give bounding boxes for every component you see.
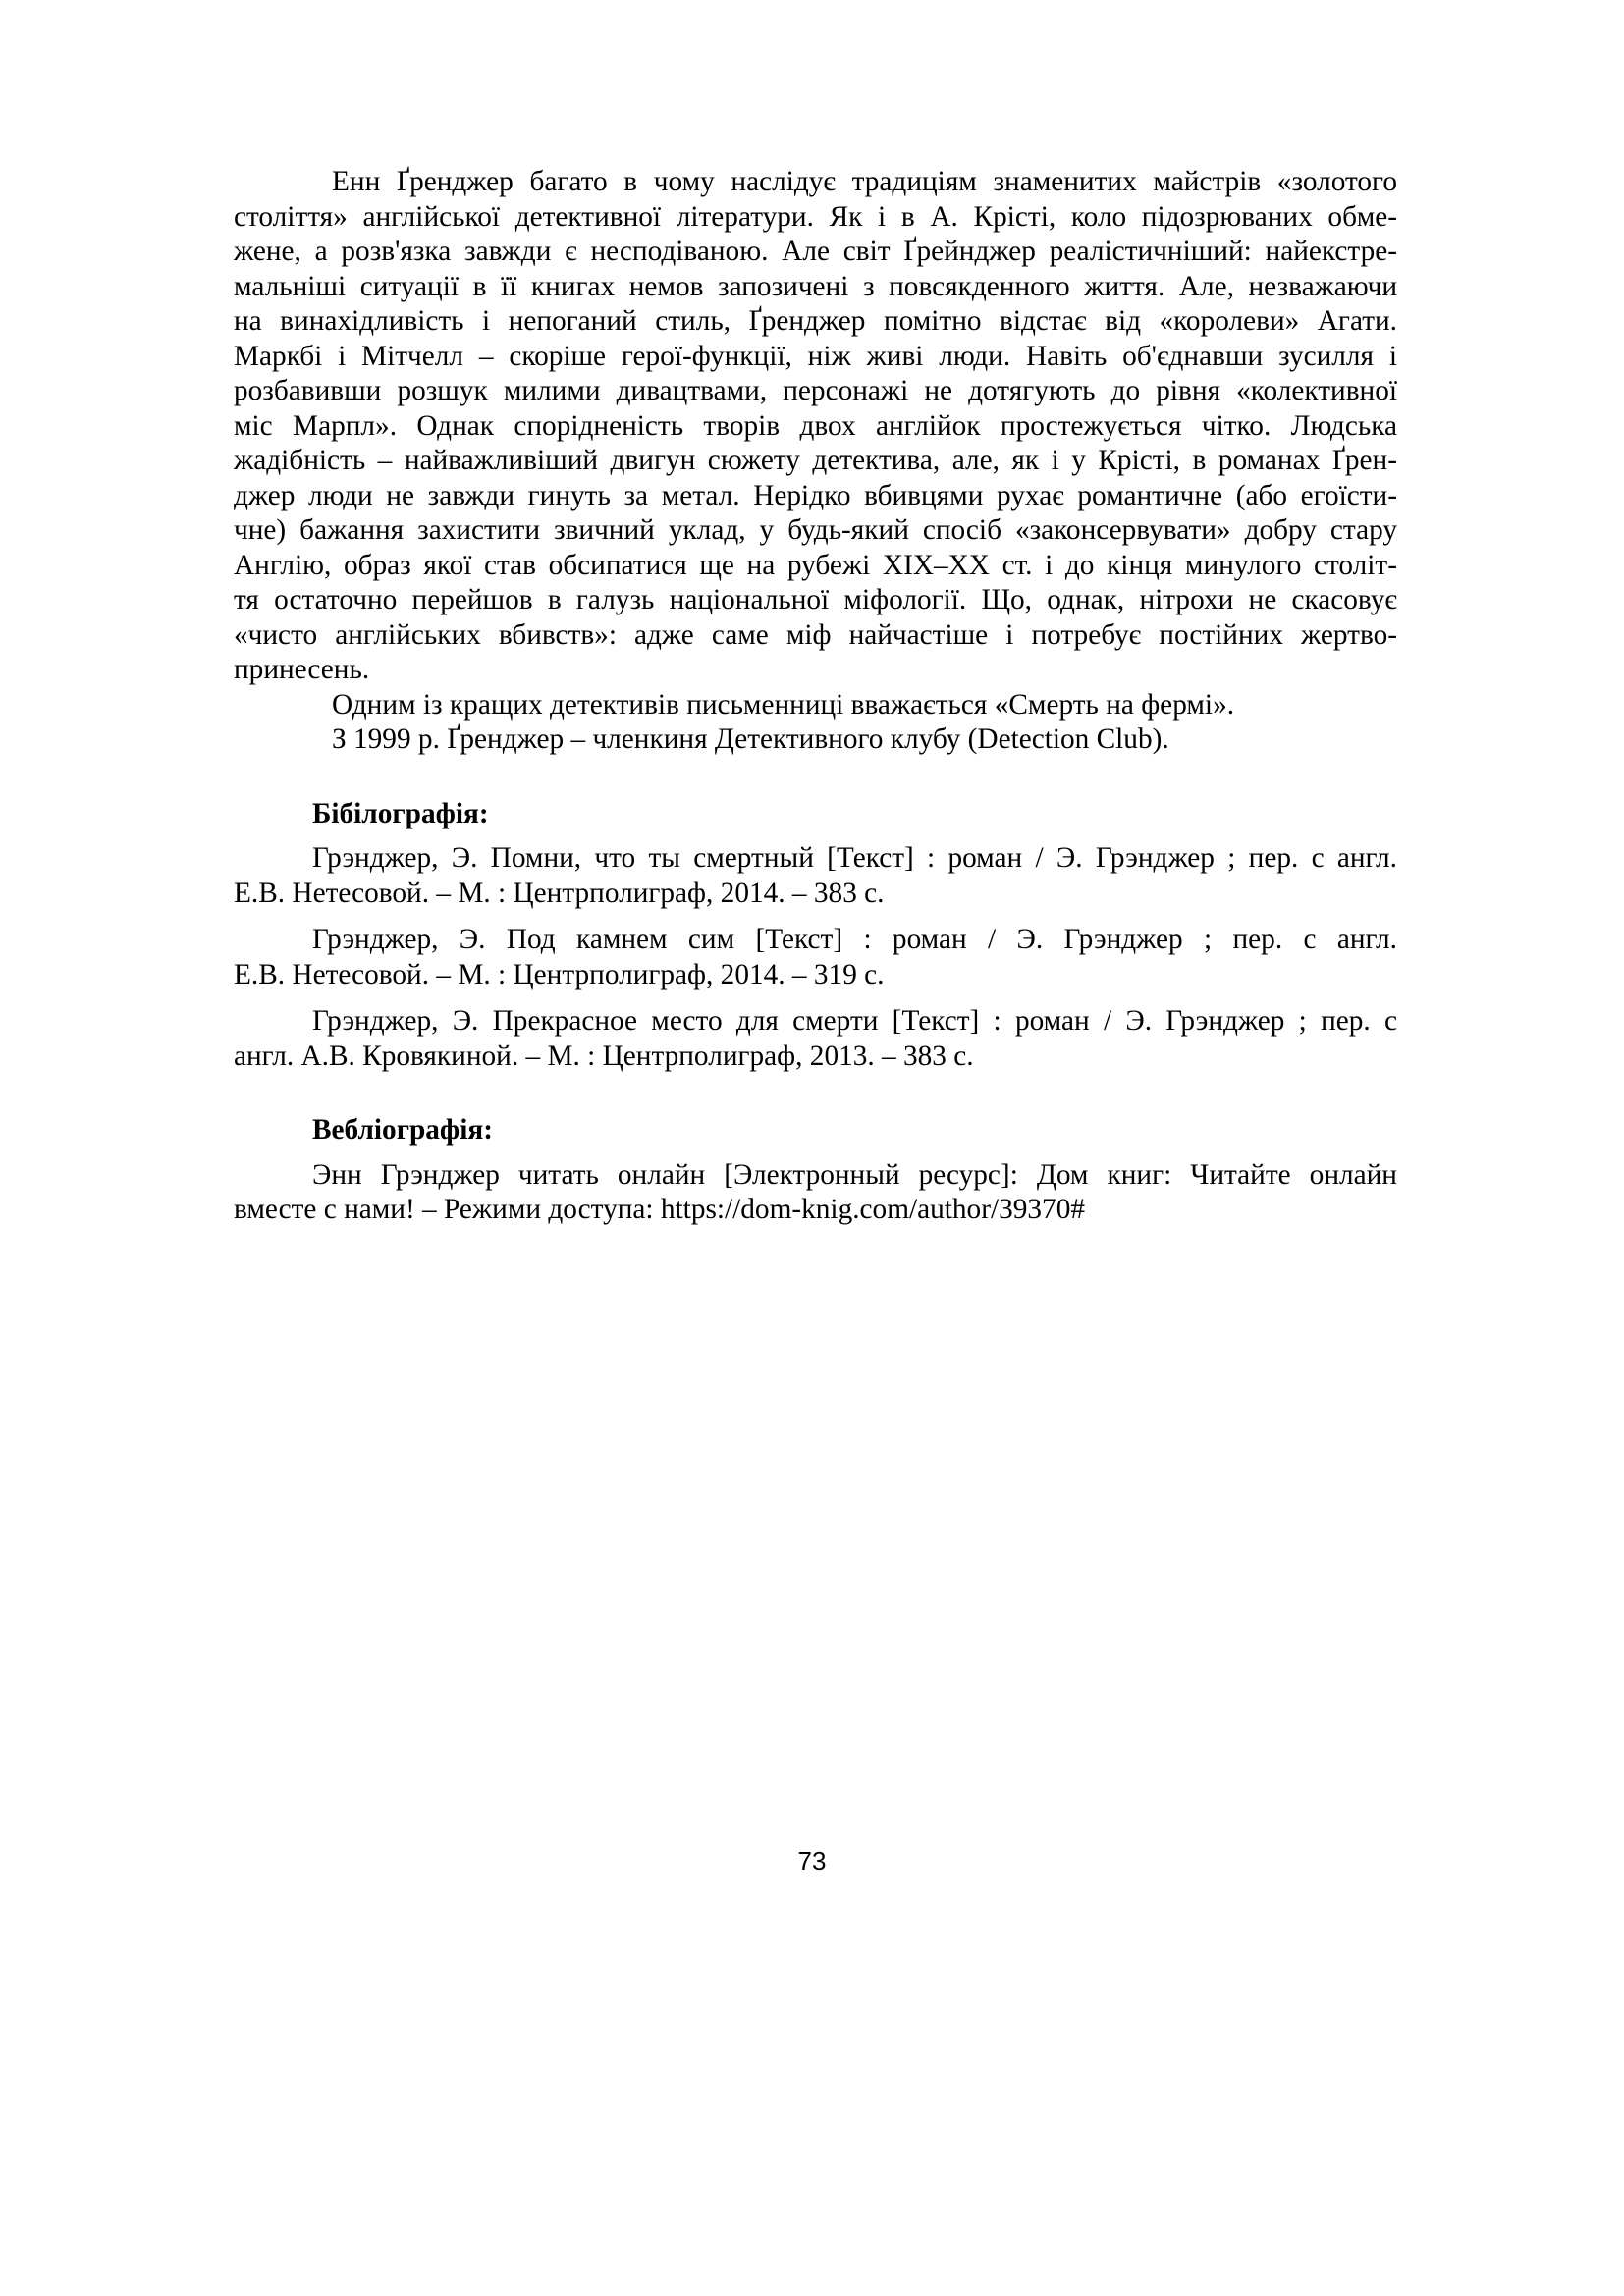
paragraph-line: Маркбі і Мітчелл – скоріше герої-функції, ніж живі люди. Навіть об'єднавши зусилля і (234, 340, 1397, 372)
bibliography-entry (234, 1004, 1397, 1074)
webliography-entry (234, 1158, 1397, 1228)
paragraph-line: тя остаточно перейшов в галузь національної міфології. Що, однак, нітрохи не скасовує (234, 584, 1397, 615)
paragraph-line: чне) бажання захистити звичний уклад, у будь-який спосіб «законсервувати» добру стару (234, 514, 1397, 546)
page-number: 73 (797, 1846, 827, 1876)
paragraph-detection-club: З 1999 р. Ґренджер – членкиня Детективного клубу (Detection Club). (332, 723, 1169, 755)
paragraph-line: століття» англійської детективної літератури. Як і в А. Крісті, коло підозрюваних обме- (234, 200, 1397, 233)
document-page (234, 165, 1397, 1228)
bibliography-entry-line: Е.В. Нетесовой. – М. : Центрполиграф, 2014. – 319 с. (234, 958, 885, 990)
paragraph-line: на винахідливість і непоганий стиль, Ґренджер помітно відстає від «королеви» Агати. (234, 305, 1397, 337)
paragraph-line: жене, а розв'язка завжди є несподіваною. Але світ Ґрейнджер реалістичніший: найекстре- (234, 236, 1397, 267)
bibliography-entry (234, 923, 1397, 992)
webliography-heading: Вебліографія: (312, 1114, 493, 1146)
webliography-entry-line: Энн Грэнджер читать онлайн [Электронный ресурс]: Дом книг: Читайте онлайн (312, 1158, 1397, 1191)
paragraph-line: жадібність – найважливіший двигун сюжету детектива, але, як і у Крісті, в романах Ґрен- (234, 445, 1397, 476)
bibliography-entry-line: Грэнджер, Э. Помни, что ты смертный [Текст] : роман / Э. Грэнджер ; пер. с англ. (312, 842, 1397, 874)
paragraph-line: Енн Ґренджер багато в чому наслідує традиціям знаменитих майстрів «золотого (332, 166, 1397, 197)
bibliography-entry-line: Грэнджер, Э. Под камнем сим [Текст] : роман / Э. Грэнджер ; пер. с англ. (312, 924, 1397, 955)
paragraph-line: принесень. (234, 654, 370, 685)
webliography-entry-line: вместе с нами! – Режими доступа: https://dom-knig.com/author/39370# (234, 1194, 1085, 1225)
spacer (234, 758, 1397, 797)
bibliography-heading: Бібілографія: (312, 797, 489, 829)
bibliography-entry-line: англ. А.В. Кровякиной. – М. : Центрполиграф, 2013. – 383 с. (234, 1040, 974, 1072)
main-paragraph (234, 165, 1397, 688)
paragraph-line: мальніші ситуації в її книгах немов запозичені з повсякденного життя. Але, незважаючи (234, 270, 1397, 302)
paragraph-line: джер люди не завжди гинуть за метал. Нерідко вбивцями рухає романтичне (або егоїсти- (234, 479, 1397, 511)
spacer (234, 1074, 1397, 1113)
bibliography-entry-line: Грэнджер, Э. Прекрасное место для смерти [Текст] : роман / Э. Грэнджер ; пер. с (312, 1005, 1397, 1037)
paragraph-best-novel: Одним із кращих детективів письменниці вважається «Смерть на фермі». (332, 688, 1235, 721)
bibliography-entry-line: Е.В. Нетесовой. – М. : Центрполиграф, 2014. – 383 с. (234, 877, 885, 909)
paragraph-line: «чисто англійських вбивств»: адже саме міф найчастіше і потребує постійних жертво- (234, 618, 1397, 651)
paragraph-line: Англію, образ якої став обсипатися ще на рубежі XIX–XX ст. і до кінця минулого століт- (234, 549, 1397, 581)
bibliography-entry (234, 841, 1397, 911)
paragraph-line: розбавивши розшук милими дивацтвами, персонажі не дотягують до рівня «колективної (234, 375, 1397, 406)
paragraph-line: міс Марпл». Однак спорідненість творів двох англійок простежується чітко. Людська (234, 409, 1397, 442)
